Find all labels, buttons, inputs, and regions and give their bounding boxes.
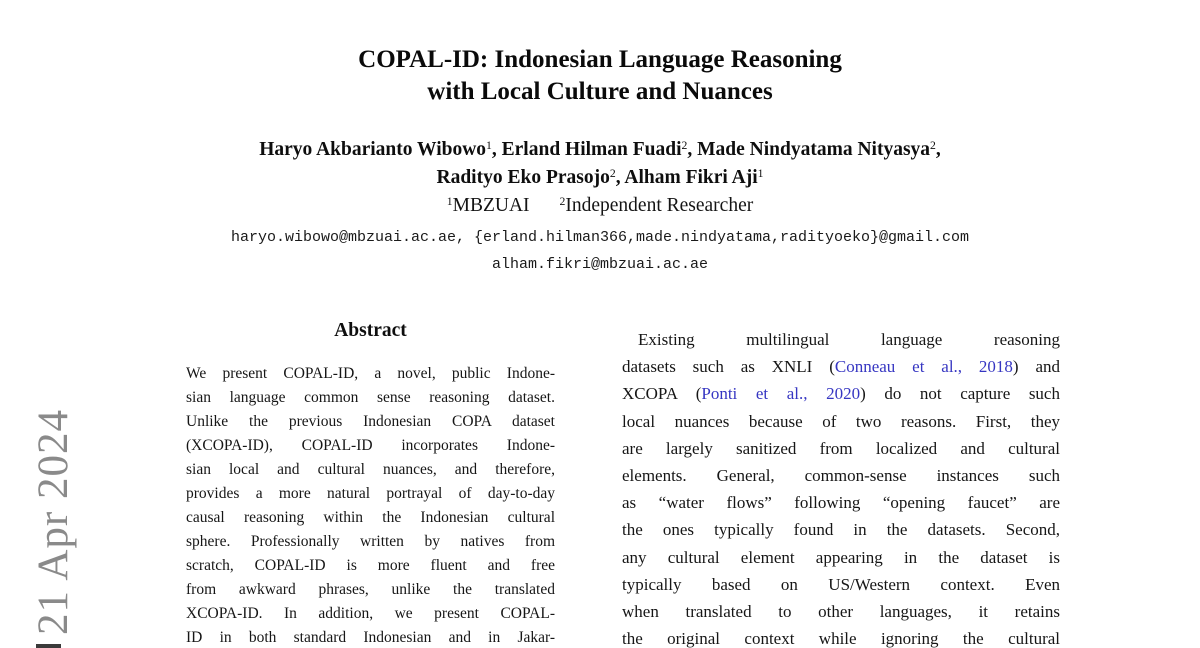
abstract-line: ID in both standard Indonesian and in Jakar- xyxy=(186,629,555,646)
citation-link-conneau-2018[interactable]: Conneau et al., 2018 xyxy=(834,357,1013,377)
author-name xyxy=(502,139,697,160)
affiliation-name: Independent Researcher xyxy=(565,195,754,216)
body-text: ) do not capture such xyxy=(860,384,1060,404)
author-name-text: Radityo Eko Prasojo xyxy=(436,167,610,188)
author-name-text: Erland Hilman Fuadi xyxy=(501,139,682,160)
author-separator: , xyxy=(615,167,625,188)
title-line-2: with Local Culture and Nuances xyxy=(427,78,773,105)
abstract-line: from awkward phrases, unlike the translated xyxy=(186,581,555,598)
body-line xyxy=(622,353,1060,380)
affiliation-superscript: 1 xyxy=(446,194,453,208)
abstract-line: provides a more natural portrayal of day-to-day xyxy=(186,485,555,502)
body-text: ) and xyxy=(1012,357,1060,377)
arxiv-watermark-fragment xyxy=(36,644,61,648)
author-affiliation-superscript: 1 xyxy=(757,166,764,180)
author-name xyxy=(259,139,501,160)
author-name xyxy=(624,167,763,188)
paper-title xyxy=(0,44,1200,108)
author-separator: , xyxy=(491,139,502,160)
abstract-line: XCOPA-ID. In addition, we present COPAL- xyxy=(186,605,555,622)
affiliations-line xyxy=(0,194,1200,220)
abstract-line: causal reasoning within the Indonesian cultural xyxy=(186,509,555,526)
body-text: XCOPA ( xyxy=(622,384,702,404)
abstract-line: sphere. Professionally written by natives from xyxy=(186,533,555,550)
author-affiliation-superscript: 2 xyxy=(681,138,688,152)
author-name xyxy=(697,139,941,160)
author-affiliation-superscript: 2 xyxy=(609,166,616,180)
abstract-line: scratch, COPAL-ID is more fluent and free xyxy=(186,557,555,574)
body-line: any cultural element appearing in the dataset is xyxy=(622,547,1060,567)
author-separator: , xyxy=(687,139,698,160)
body-line: local nuances because of two reasons. First, they xyxy=(622,411,1060,431)
author-line-2 xyxy=(0,166,1200,192)
abstract-line: Unlike the previous Indonesian COPA dataset xyxy=(186,413,555,430)
body-line: as “water flows” following “opening faucet” are xyxy=(622,493,1060,513)
body-line xyxy=(622,380,1060,407)
author-name-text: Alham Fikri Aji xyxy=(624,167,758,188)
body-line: the original context while ignoring the cultural xyxy=(622,629,1060,648)
body-line: typically based on US/Western context. Even xyxy=(622,574,1060,594)
affiliation-superscript: 2 xyxy=(559,194,566,208)
affiliation-name: MBZUAI xyxy=(452,195,530,216)
author-name-text: Made Nindyatama Nityasya xyxy=(697,139,931,160)
abstract-line: sian local and cultural nuances, and therefore, xyxy=(186,461,555,478)
body-line: Existing multilingual language reasoning xyxy=(638,330,1060,349)
abstract-heading: Abstract xyxy=(334,320,407,341)
abstract-line: sian language common sense reasoning dataset. xyxy=(186,389,555,406)
body-line: when translated to other languages, it retains xyxy=(622,602,1060,622)
body-line: elements. General, common-sense instances such xyxy=(622,466,1060,486)
author-separator: , xyxy=(935,139,941,160)
author-name-text: Haryo Akbarianto Wibowo xyxy=(259,139,487,160)
title-line-1: COPAL-ID: Indonesian Language Reasoning xyxy=(358,46,842,73)
affiliation-mbzuai xyxy=(447,195,530,216)
email-line-2: alham.fikri@mbzuai.ac.ae xyxy=(491,256,709,273)
author-name xyxy=(437,167,625,188)
abstract-line: (XCOPA-ID), COPAL-ID incorporates Indone- xyxy=(186,437,555,454)
affiliation-independent-researcher xyxy=(560,195,754,216)
body-line: the ones typically found in the datasets. Second, xyxy=(622,520,1060,540)
abstract-line: We present COPAL-ID, a novel, public Indone- xyxy=(186,365,555,382)
author-affiliation-superscript: 2 xyxy=(930,138,936,152)
body-line: are largely sanitized from localized and cultural xyxy=(622,438,1060,458)
author-affiliation-superscript: 1 xyxy=(486,138,492,152)
citation-link-ponti-2020[interactable]: Ponti et al., 2020 xyxy=(701,384,861,404)
intro-column xyxy=(622,326,1060,648)
arxiv-date-watermark: 21 Apr 2024 xyxy=(30,409,77,635)
email-line-1: haryo.wibowo@mbzuai.ac.ae, {erland.hilman366,made.nindyatama,radityoeko}@gmail.com xyxy=(230,229,970,246)
author-line-1 xyxy=(0,138,1200,164)
abstract-column xyxy=(186,362,555,648)
body-text: datasets such as XNLI ( xyxy=(622,357,835,377)
